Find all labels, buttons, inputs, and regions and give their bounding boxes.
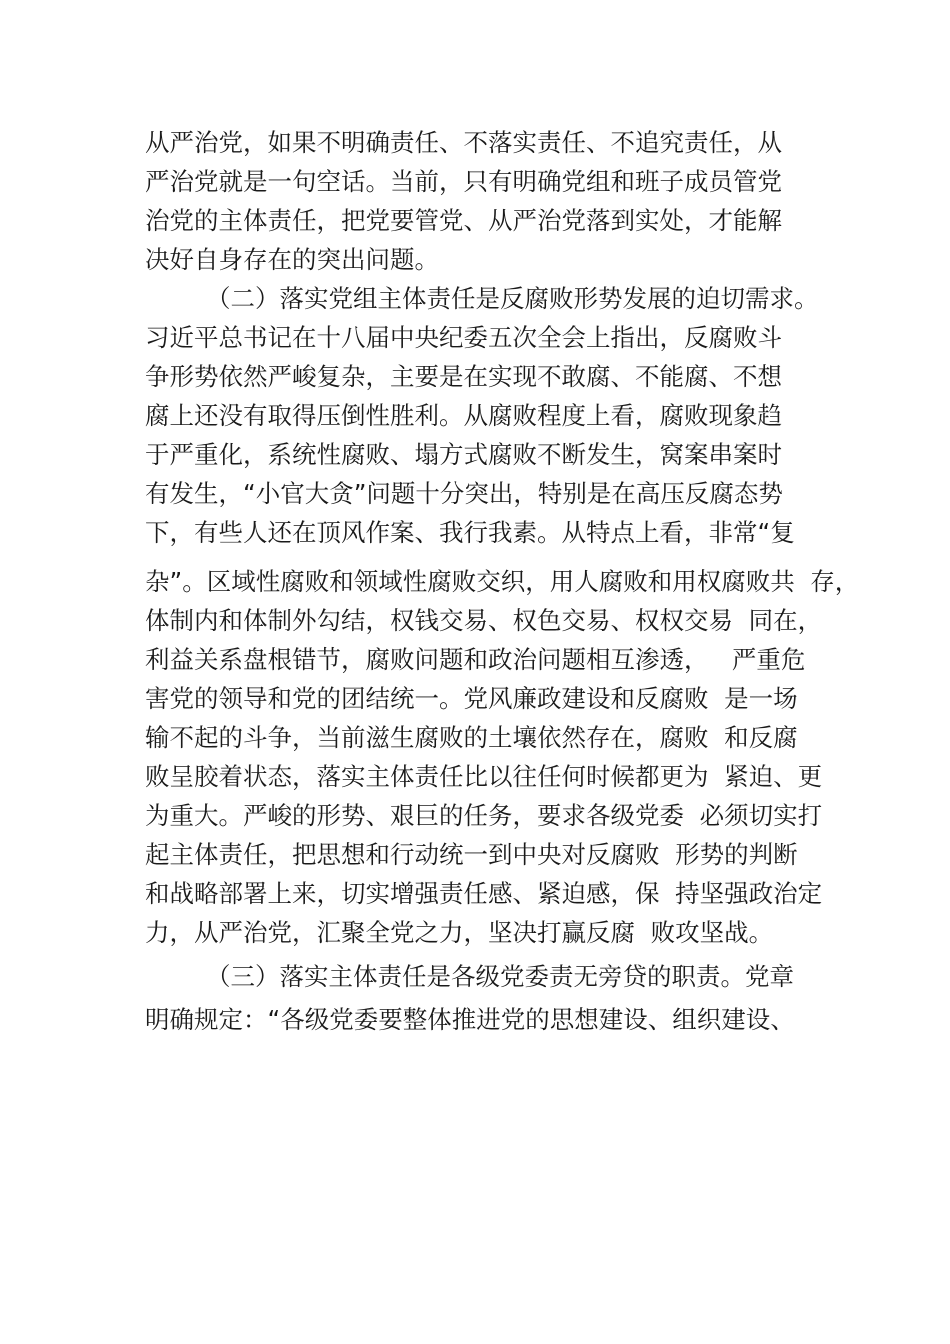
text-line: 有发生，“小官大贪”问题十分突出，特别是在高压反腐态势	[145, 479, 783, 508]
text-line: 习近平总书记在十八届中央纪委五次全会上指出，反腐败斗	[145, 323, 782, 352]
text-line: 从严治党，如果不明确责任、不落实责任、不追究责任，从	[145, 128, 782, 157]
text-line: 害党的领导和党的团结统一。党风廉政建设和反腐败 是一场	[145, 684, 798, 713]
paragraph-heading-2: （二）落实党组主体责任是反腐败形势发展的迫切需求。	[206, 284, 819, 313]
text-line: 为重大。严峻的形势、艰巨的任务，要求各级党委 必须切实打	[145, 801, 823, 830]
text-line: 体制内和体制外勾结，权钱交易、权色交易、权权交易 同在，	[145, 606, 823, 635]
text-line: 败呈胶着状态，落实主体责任比以往任何时候都更为 紧迫、更	[145, 762, 823, 791]
text-line: 杂”。区域性腐败和领域性腐败交织，用人腐败和用权腐败共 存，	[145, 567, 860, 596]
text-line: 腐上还没有取得压倒性胜利。从腐败程度上看，腐败现象趋	[145, 401, 782, 430]
text-line: 力，从严治党，汇聚全党之力，坚决打赢反腐 败攻坚战。	[145, 918, 774, 947]
text-line: 和战略部署上来，切实增强责任感、紧迫感，保 持坚强政治定	[145, 879, 823, 908]
text-line: 严治党就是一句空话。当前，只有明确党组和班子成员管党	[145, 167, 782, 196]
text-line: 起主体责任，把思想和行动统一到中央对反腐败 形势的判断	[145, 840, 798, 869]
text-line: 于严重化，系统性腐败、塌方式腐败不断发生，窝案串案时	[145, 440, 782, 469]
text-line: 决好自身存在的突出问题。	[145, 245, 439, 274]
text-line: 下，有些人还在顶风作案、我行我素。从特点上看，非常“复	[145, 518, 795, 547]
text-line: 利益关系盘根错节，腐败问题和政治问题相互渗透， 严重危	[145, 645, 806, 674]
text-line: 明确规定：“各级党委要整体推进党的思想建设、组织建设、	[145, 1005, 795, 1034]
paragraph-heading-3: （三）落实主体责任是各级党委责无旁贷的职责。党章	[206, 962, 794, 991]
text-line: 治党的主体责任，把党要管党、从严治党落到实处，才能解	[145, 206, 782, 235]
text-line: 争形势依然严峻复杂，主要是在实现不敢腐、不能腐、不想	[145, 362, 782, 391]
text-line: 输不起的斗争，当前滋生腐败的土壤依然存在，腐败 和反腐	[145, 723, 798, 752]
